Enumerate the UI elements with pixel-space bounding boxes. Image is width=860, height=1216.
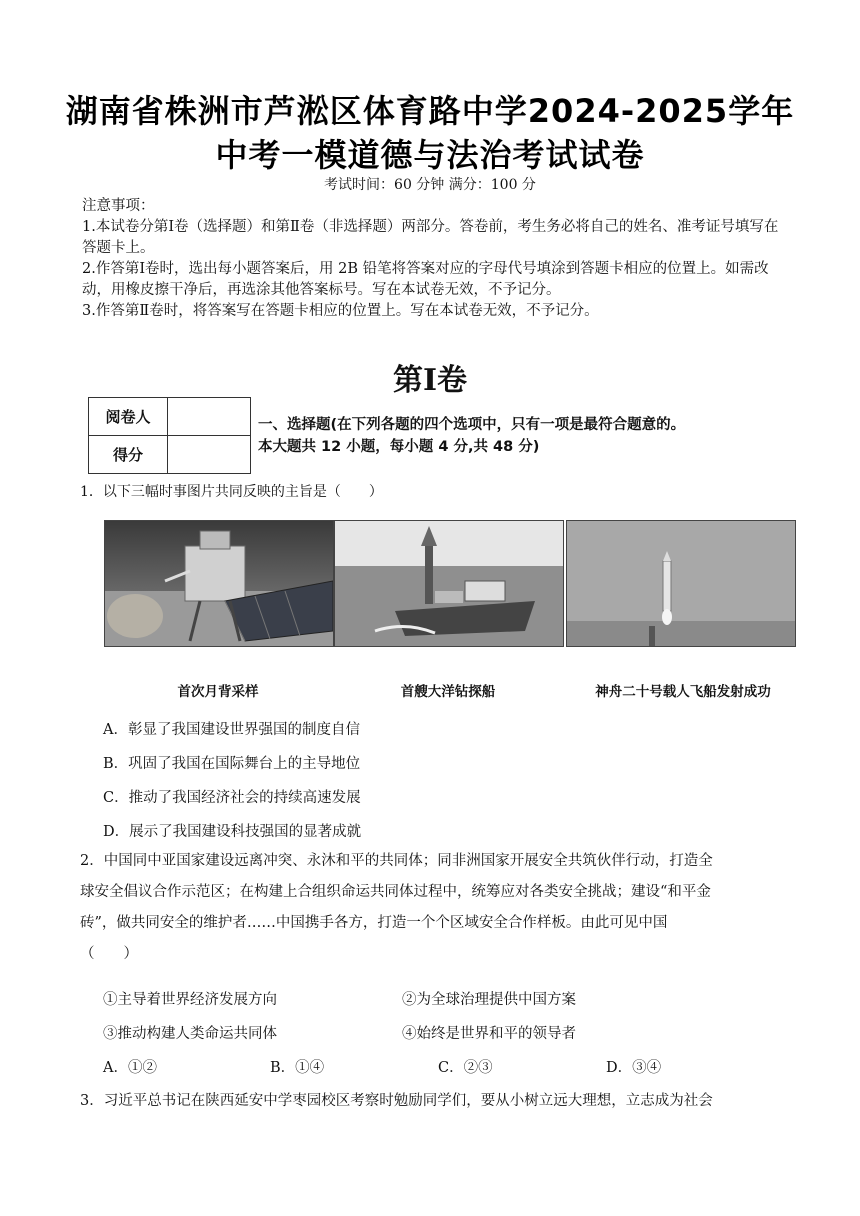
q2-line-3: 砖”，做共同安全的维护者……中国携手各方，打造一个个区域安全合作样板。由此可见中国 [80,915,668,931]
section-line-1: 一、选择题(在下列各题的四个选项中，只有一项是最符合题意的。 [258,417,686,433]
section-heading [258,414,798,458]
reviewer-label: 阅卷人 [89,398,168,436]
q2-statement-1: ①主导着世界经济发展方向 [103,992,277,1008]
shenzhou-launch-photo [566,520,796,647]
q2-line-1: 2．中国同中亚国家建设远离冲突、永沐和平的共同体；同非洲国家开展安全共筑伙伴行动，打造全 [80,853,713,869]
q1-stem: 1．以下三幅时事图片共同反映的主旨是（ ） [80,484,383,500]
q2-choice-d: D．③④ [606,1060,662,1076]
q2-line-2: 球安全倡议合作示范区；在构建上合组织命运共同体过程中，统筹应对各类安全挑战；建设“和平金 [80,884,711,900]
notes-block [82,196,782,322]
section-line-2: 本大题共 12 小题，每小题 4 分,共 48 分) [258,439,540,455]
q2-choice-a: A．①② [103,1060,157,1076]
reviewer-field [168,398,251,436]
q1-option-b: B．巩固了我国在国际舞台上的主导地位 [103,756,361,772]
note-item-2: 2.作答第Ⅰ卷时，选出每小题答案后，用 2B 铅笔将答案对应的字母代号填涂到答题卡相应的位置上。如需改动，用橡皮擦干净后，再选涂其他答案标号。写在本试卷无效，不予记分。 [82,261,769,298]
q1-caption-2: 首艘大洋钻探船 [400,684,496,700]
q2-choice-b: B．①④ [270,1060,325,1076]
q3-line-1: 3．习近平总书记在陕西延安中学枣园校区考察时勉励同学们，要从小树立远大理想，立志成为社会 [80,1093,713,1109]
notes-heading: 注意事项： [82,198,155,214]
drilling-ship-photo [334,520,564,647]
moon-sampling-photo [104,520,334,647]
note-item-1: 1.本试卷分第Ⅰ卷（选择题）和第Ⅱ卷（非选择题）两部分。答卷前，考生务必将自己的姓名、准考证号填写在答题卡上。 [82,219,779,256]
note-item-3: 3.作答第Ⅱ卷时，将答案写在答题卡相应的位置上。写在本试卷无效，不予记分。 [82,303,599,319]
q1-option-c: C．推动了我国经济社会的持续高速发展 [103,790,361,806]
volume-title: 第Ⅰ卷 [392,363,468,398]
exam-title-line1: 湖南省株洲市芦淞区体育路中学2024-2025学年 [65,92,795,130]
q1-option-a: A．彰显了我国建设世界强国的制度自信 [103,722,360,738]
q2-stem [80,846,780,970]
q2-line-4: （ ） [80,946,138,962]
exam-info: 考试时间：60 分钟 满分：100 分 [324,177,536,193]
exam-title-line2: 中考一模道德与法治考试试卷 [215,136,645,174]
q1-option-d: D．展示了我国建设科技强国的显著成就 [103,824,362,840]
q1-photo-strip [104,520,796,645]
score-table [88,397,251,474]
q2-choice-c: C．②③ [438,1060,493,1076]
q2-statement-2: ②为全球治理提供中国方案 [402,992,576,1008]
q1-caption-3: 神舟二十号载人飞船发射成功 [595,684,771,700]
score-label: 得分 [89,436,168,474]
q2-statement-4: ④始终是世界和平的领导者 [402,1026,576,1042]
score-field [168,436,251,474]
q1-caption-1: 首次月背采样 [177,684,259,700]
q2-statement-3: ③推动构建人类命运共同体 [103,1026,277,1042]
